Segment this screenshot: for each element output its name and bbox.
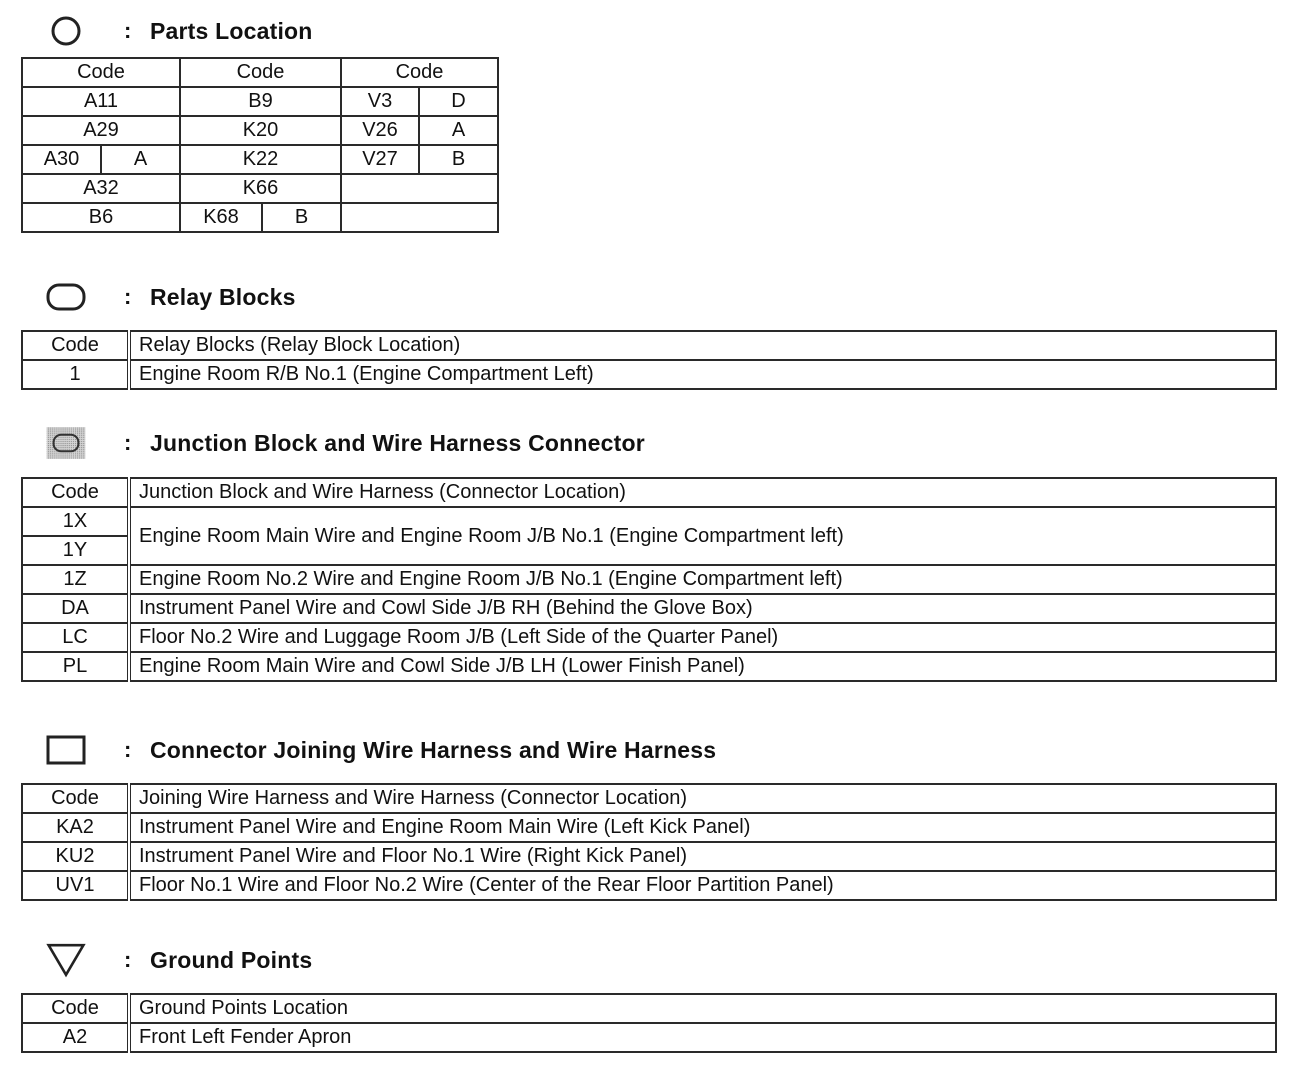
code-cell: DA — [22, 594, 129, 623]
location-cell: Front Left Fender Apron — [129, 1023, 1276, 1052]
code-cell: K66 — [180, 174, 341, 203]
table-row — [22, 507, 1276, 536]
parts-location-table — [21, 57, 499, 233]
shaded-rounded-rect-icon — [46, 426, 86, 460]
code-cell: V3 — [341, 87, 419, 116]
table-header-row — [22, 58, 498, 87]
code-cell: 1Y — [22, 536, 129, 565]
location-cell: Engine Room Main Wire and Engine Room J/B No.1 (Engine Compartment left) — [129, 507, 1276, 565]
location-cell: Engine Room Main Wire and Cowl Side J/B LH (Lower Finish Panel) — [129, 652, 1276, 681]
table-header-row — [22, 784, 1276, 813]
table-row — [22, 360, 1276, 389]
empty-cell — [341, 174, 498, 203]
table-row — [22, 652, 1276, 681]
section-title: Junction Block and Wire Harness Connector — [150, 429, 645, 456]
location-cell: Engine Room R/B No.1 (Engine Compartment Left) — [129, 360, 1276, 389]
table-header-row — [22, 331, 1276, 360]
circle-icon — [46, 14, 86, 48]
colon: : — [124, 737, 132, 762]
connector-joining-heading — [46, 733, 716, 767]
section-title: Connector Joining Wire Harness and Wire Harness — [150, 736, 717, 763]
colon: : — [124, 18, 132, 43]
code-cell: B9 — [180, 87, 341, 116]
code-cell: KU2 — [22, 842, 129, 871]
code-cell: KA2 — [22, 813, 129, 842]
table-header-row — [22, 478, 1276, 507]
header-location: Relay Blocks (Relay Block Location) — [129, 331, 1276, 360]
code-cell: K22 — [180, 145, 341, 174]
rectangle-icon — [46, 733, 86, 767]
empty-cell — [341, 203, 498, 232]
table-row — [22, 203, 498, 232]
suffix-cell: B — [262, 203, 341, 232]
header-code: Code — [22, 331, 129, 360]
suffix-cell: B — [419, 145, 498, 174]
code-cell: V26 — [341, 116, 419, 145]
section-title: Parts Location — [150, 17, 313, 44]
colon: : — [124, 284, 132, 309]
code-cell: A32 — [22, 174, 180, 203]
suffix-cell: A — [419, 116, 498, 145]
code-cell: B6 — [22, 203, 180, 232]
code-cell: PL — [22, 652, 129, 681]
colon: : — [124, 947, 132, 972]
connector-joining-table — [21, 783, 1277, 901]
table-row — [22, 565, 1276, 594]
suffix-cell: D — [419, 87, 498, 116]
parts-location-heading — [46, 14, 313, 48]
location-cell: Floor No.1 Wire and Floor No.2 Wire (Center of the Rear Floor Partition Panel) — [129, 871, 1276, 900]
code-cell: 1 — [22, 360, 129, 389]
location-cell: Instrument Panel Wire and Floor No.1 Wire (Right Kick Panel) — [129, 842, 1276, 871]
code-cell: LC — [22, 623, 129, 652]
code-cell: K68 — [180, 203, 262, 232]
location-cell: Engine Room No.2 Wire and Engine Room J/B No.1 (Engine Compartment left) — [129, 565, 1276, 594]
header-location: Joining Wire Harness and Wire Harness (Connector Location) — [129, 784, 1276, 813]
table-row — [22, 116, 498, 145]
ground-points-heading — [46, 943, 312, 977]
table-row — [22, 871, 1276, 900]
table-row — [22, 174, 498, 203]
code-cell: 1X — [22, 507, 129, 536]
header-cell: Code — [341, 58, 498, 87]
code-cell: A30 — [22, 145, 101, 174]
header-code: Code — [22, 784, 129, 813]
location-cell: Instrument Panel Wire and Engine Room Main Wire (Left Kick Panel) — [129, 813, 1276, 842]
junction-block-heading — [46, 426, 645, 460]
section-title: Relay Blocks — [150, 283, 296, 310]
header-cell: Code — [180, 58, 341, 87]
table-header-row — [22, 994, 1276, 1023]
colon: : — [124, 430, 132, 455]
header-location: Junction Block and Wire Harness (Connector Location) — [129, 478, 1276, 507]
code-cell: A29 — [22, 116, 180, 145]
code-cell: 1Z — [22, 565, 129, 594]
code-cell: A2 — [22, 1023, 129, 1052]
code-cell: UV1 — [22, 871, 129, 900]
relay-blocks-table — [21, 330, 1277, 390]
triangle-down-icon — [46, 943, 86, 977]
table-row — [22, 87, 498, 116]
section-title: Ground Points — [150, 946, 313, 973]
location-cell: Floor No.2 Wire and Luggage Room J/B (Left Side of the Quarter Panel) — [129, 623, 1276, 652]
suffix-cell: A — [101, 145, 180, 174]
ground-points-table — [21, 993, 1277, 1053]
header-cell: Code — [22, 58, 180, 87]
header-location: Ground Points Location — [129, 994, 1276, 1023]
table-row — [22, 145, 498, 174]
table-row — [22, 623, 1276, 652]
table-row — [22, 594, 1276, 623]
junction-block-table — [21, 477, 1277, 682]
code-cell: K20 — [180, 116, 341, 145]
table-row — [22, 1023, 1276, 1052]
code-cell: V27 — [341, 145, 419, 174]
header-code: Code — [22, 994, 129, 1023]
location-cell: Instrument Panel Wire and Cowl Side J/B RH (Behind the Glove Box) — [129, 594, 1276, 623]
table-row — [22, 842, 1276, 871]
code-cell: A11 — [22, 87, 180, 116]
relay-blocks-heading — [46, 280, 296, 314]
header-code: Code — [22, 478, 129, 507]
rounded-rect-icon — [46, 280, 86, 314]
table-row — [22, 813, 1276, 842]
